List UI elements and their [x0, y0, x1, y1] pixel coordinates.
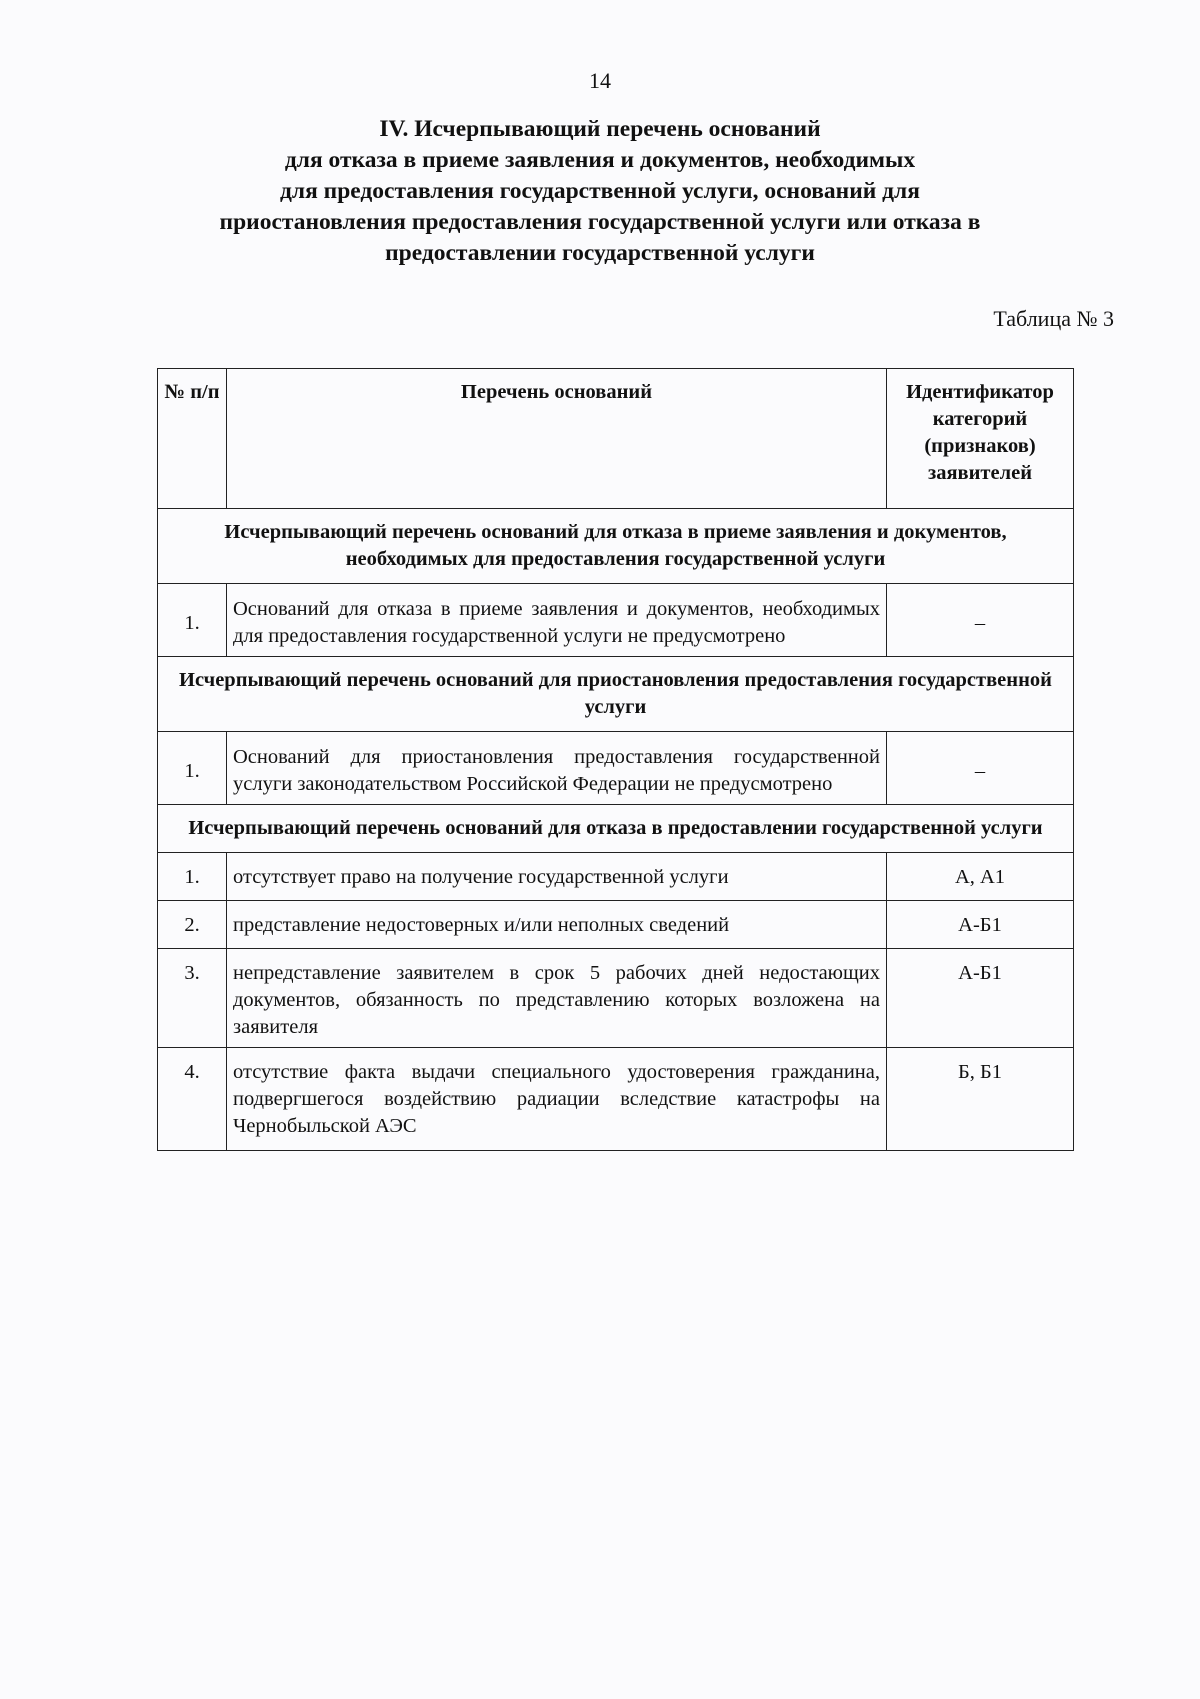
- row-category-id: –: [887, 584, 1074, 657]
- header-num: № п/п: [158, 369, 227, 509]
- section-title-line: предоставлении государственной услуги: [385, 240, 815, 266]
- header-reason: Перечень оснований: [227, 369, 887, 509]
- section-title-line: IV. Исчерпывающий перечень оснований: [379, 116, 821, 142]
- grounds-table: [157, 368, 1074, 1151]
- row-reason: Оснований для отказа в приеме заявления и документов, необходимых для предоставления государственной услуги не предусмотрено: [227, 584, 887, 657]
- section-title: [120, 114, 1080, 269]
- table-row: [158, 732, 1074, 805]
- row-category-id: Б, Б1: [887, 1048, 1074, 1151]
- header-applicant-category-id: Идентификатор категорий (признаков) заявителей: [887, 369, 1074, 509]
- row-num: 3.: [158, 949, 227, 1048]
- table-caption: Таблица № 3: [993, 306, 1114, 331]
- row-category-id: А-Б1: [887, 901, 1074, 949]
- group-title: Исчерпывающий перечень оснований для отказа в предоставлении государственной услуги: [158, 805, 1074, 853]
- row-category-id: А, А1: [887, 853, 1074, 901]
- group-title: Исчерпывающий перечень оснований для приостановления предоставления государственной услуги: [158, 657, 1074, 732]
- table-row: [158, 901, 1074, 949]
- group-row: [158, 657, 1074, 732]
- page-number: 14: [589, 68, 611, 93]
- row-reason: представление недостоверных и/или неполных сведений: [227, 901, 887, 949]
- row-num: 2.: [158, 901, 227, 949]
- table-row: [158, 1048, 1074, 1151]
- row-num: 4.: [158, 1048, 227, 1151]
- row-category-id: –: [887, 732, 1074, 805]
- group-row: [158, 509, 1074, 584]
- table-header-row: [158, 369, 1074, 509]
- section-title-line: для предоставления государственной услуги, оснований для: [280, 178, 920, 204]
- group-row: [158, 805, 1074, 853]
- row-num: 1.: [158, 853, 227, 901]
- table-row: [158, 853, 1074, 901]
- row-category-id: А-Б1: [887, 949, 1074, 1048]
- row-num: 1.: [158, 584, 227, 657]
- row-reason: непредставление заявителем в срок 5 рабочих дней недостающих документов, обязанность по представлению которых возложена на заявителя: [227, 949, 887, 1048]
- row-reason: отсутствует право на получение государственной услуги: [227, 853, 887, 901]
- row-reason: Оснований для приостановления предоставления государственной услуги законодательством Российской Федерации не предусмотрено: [227, 732, 887, 805]
- section-title-line: приостановления предоставления государственной услуги или отказа в: [219, 209, 981, 235]
- section-title-line: для отказа в приеме заявления и документов, необходимых: [284, 147, 916, 173]
- group-title: Исчерпывающий перечень оснований для отказа в приеме заявления и документов, необходимых для предоставления государственной услуги: [158, 509, 1074, 584]
- table-row: [158, 949, 1074, 1048]
- row-reason: отсутствие факта выдачи специального удостоверения гражданина, подвергшегося воздействию радиации вследствие катастрофы на Чернобыльской АЭС: [227, 1048, 887, 1151]
- table-row: [158, 584, 1074, 657]
- row-num: 1.: [158, 732, 227, 805]
